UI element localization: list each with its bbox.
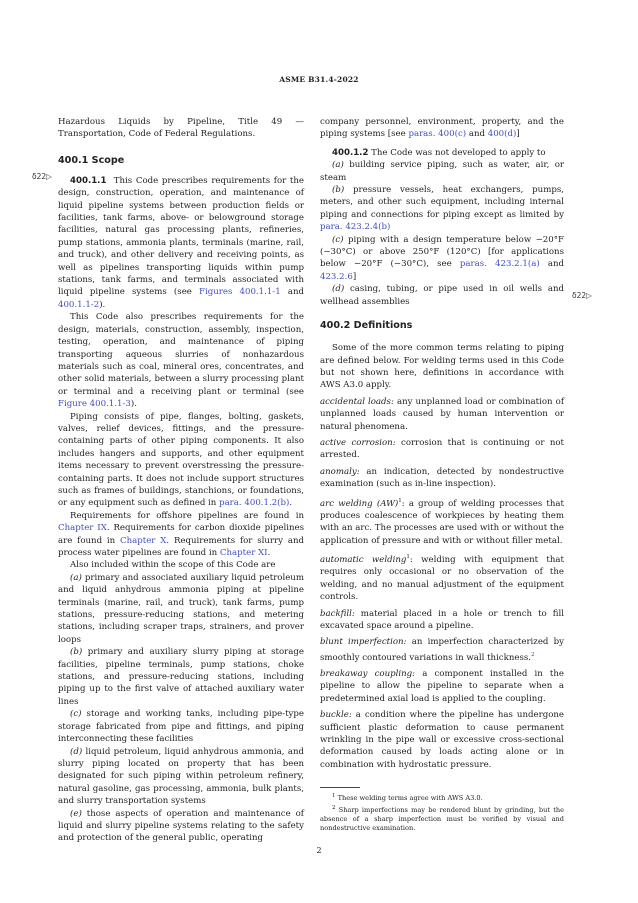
footnote-number: 2	[332, 804, 336, 811]
intro-paragraph: Hazardous Liquids by Pipeline, Title 49 — Transportation, Code of Federal Regulations.	[58, 117, 304, 140]
definition-text: material placed in a hole or trench to fill excavated space around a pipeline.	[320, 608, 564, 631]
exclusion-a: (a) building service piping, such as water, air, or steam	[320, 160, 564, 183]
footnote-item	[320, 804, 564, 834]
definition-text: an imperfection characterized by smoothly contoured variations in wall thickness.	[320, 637, 564, 663]
footnote-divider	[320, 787, 360, 788]
list-item-a: (a) primary and associated auxiliary liquid petroleum and liquid anhydrous ammonia piping at pipeline terminals (marine, rail, and truck), tank farms, pump stations, pressure-reducing stations, and metering stations, including scraper traps, strainers, and prover loops	[58, 572, 304, 645]
definition-item	[320, 709, 564, 771]
para-link-423-2-4b[interactable]: para. 423.2.4(b)	[320, 222, 391, 233]
definition-term: breakaway coupling:	[320, 669, 416, 680]
exclusion-b: (b) pressure vessels, heat exchangers, pumps, meters, and other such equipment, including internal piping and connections for piping except as limited by para. 423.2.4(b)	[320, 185, 564, 233]
definition-text: an indication, detected by nondestructive examination (such as in-line inspection).	[320, 466, 564, 490]
definition-term: active corrosion:	[320, 437, 396, 448]
revision-mark-scope: δ22▷	[32, 172, 52, 181]
piping-paragraph: Piping consists of pipe, flanges, bolting, gaskets, valves, relief devices, fittings, and the pressure-containing parts of other piping components. It also includes hangers and supports, and other equipment items necessary to prevent overstressing the pressure-containing parts. It does not include support structures such as frames of buildings, stanchions, or foundations, or any equipment such as defined in para. 400.1.2(b).	[58, 411, 304, 509]
footnote-ref: 1	[406, 554, 410, 561]
definition-term: anomaly:	[320, 466, 360, 477]
definitions-intro: Some of the more common terms relating to piping are defined below. For welding terms used in this Code but not shown here, definitions in accordance with AWS A3.0 apply.	[320, 343, 564, 391]
definition-text: corrosion that is continuing or not arrested.	[320, 437, 564, 461]
definition-item	[320, 636, 564, 664]
right-column	[320, 116, 564, 833]
chapter-xi-link[interactable]: Chapter XI	[219, 548, 268, 558]
list-item-c: (c) storage and working tanks, including pipe-type storage fabricated from pipe and fittings, and piping interconnecting these facilities	[58, 709, 304, 745]
footnotes	[320, 792, 564, 833]
definitions-list	[320, 396, 564, 772]
definition-item	[320, 608, 564, 633]
definition-item	[320, 668, 564, 705]
footnote-text: Sharp imperfections may be rendered blunt by grinding, but the absence of a sharp imperfection must be verified by visual and nondestructive examination.	[320, 805, 564, 833]
definition-term: buckle:	[320, 710, 352, 721]
definition-term: arc welding (AW)	[320, 498, 399, 509]
chapter-ix-link[interactable]: Chapter IX	[58, 523, 107, 534]
definition-text: : welding with equipment that requires only occasional or no observation of the welding, and no manual adjustment of the equipment controls.	[320, 554, 564, 603]
definition-term: automatic welding	[320, 554, 407, 565]
list-item-e: (e) those aspects of operation and maintenance of liquid and slurry pipeline systems relating to the safety and protection of the general public, operating	[58, 808, 304, 844]
paragraph-400-1-2: 400.1.2 The Code was not developed to apply to	[332, 147, 546, 158]
page-number: 2	[316, 846, 322, 855]
para-link-400d[interactable]: 400(d)	[487, 129, 517, 140]
running-header: ASME B31.4-2022	[279, 75, 359, 84]
scope-intro: Also included within the scope of this Code are	[70, 560, 276, 571]
footnote-item	[320, 792, 564, 803]
para-text: This Code prescribes requirements for the design, construction, operation, and maintenance of liquid pipeline systems between production fields or facilities, tank farms, above- or belowground storage facilities, natural gas processing plants, refineries, pump stations, ammonia plants, terminals (marine, rail, and truck), and other delivery and receiving points, as well as pipelines transporting liquids within pump stations, tank farms, and terminals associated with liquid pipeline systems (see	[58, 175, 304, 298]
figure-link-1[interactable]: Figures 400.1.1-1	[199, 287, 281, 298]
definitions-heading: 400.2 Definitions	[320, 320, 413, 332]
chapters-paragraph: Requirements for offshore pipelines are found in Chapter IX. Requirements for carbon dioxide pipelines are found in Chapter X. Requirements for slurry and process water pipelines are found in Chapter XI.	[58, 510, 304, 558]
definition-term: accidental loads:	[320, 396, 394, 407]
figure-link-3[interactable]: Figure 400.1.1-3	[58, 399, 131, 410]
scope-heading: 400.1 Scope	[58, 154, 125, 166]
chapter-x-link[interactable]: Chapter X	[120, 535, 167, 546]
para-link-423-2-6[interactable]: 423.2.6	[320, 271, 353, 282]
definition-term: blunt imperfection:	[320, 637, 407, 648]
footnote-text: These welding terms agree with AWS A3.0.	[335, 794, 483, 803]
list-item-d: (d) liquid petroleum, liquid anhydrous ammonia, and slurry piping located on property that has been designated for such piping within petroleum refinery, natural gasoline, gas processing, ammonia, bulk plants, and slurry transportation systems	[58, 746, 304, 807]
definition-item	[320, 551, 564, 603]
definition-item	[320, 396, 564, 433]
continuation-paragraph: company personnel, environment, property, and the piping systems [see paras. 400(c) and 400(d)]	[320, 117, 564, 140]
left-column	[58, 116, 304, 845]
definition-item	[320, 466, 564, 491]
definition-text: any unplanned load or combination of unplanned loads caused by human intervention or natural phenomena.	[320, 396, 565, 432]
definition-text: a condition where the pipeline has undergone sufficient plastic deformation to cause permanent wrinkling in the pipe wall or excessive cross-sectional deformation caused by loads acting alone or in combination with hydrostatic pressure.	[320, 710, 564, 770]
list-item-b: (b) primary and auxiliary slurry piping at storage facilities, pipeline terminals, pump stations, choke stations, and pressure-reducing stations, including piping up to the first valve of attached auxiliary water lines	[58, 647, 304, 707]
footnote-ref: 2	[531, 651, 535, 658]
figure-link-2[interactable]: 400.1.1-2	[58, 299, 100, 310]
footnote-number: 1	[332, 793, 336, 800]
para-number: 400.1.2	[332, 147, 369, 158]
para-link-400-1-2b[interactable]: para. 400.1.2(b)	[219, 498, 290, 509]
definition-text: : a group of welding processes that produces coalescence of workpieces by heating them with an arc. The processes are used with or without the application of pressure and with or without filler metal.	[320, 498, 565, 546]
slurry-paragraph: This Code also prescribes requirements for the design, materials, construction, assembly, inspection, testing, operation, and maintenance of piping transporting aqueous slurries of nonhazardous materials such as coal, mineral ores, concentrates, and other solid materials, between a slurry processing plant or terminal and a receiving plant or terminal (see Figure 400.1.1-3).	[58, 312, 304, 410]
exclusion-d: (d) casing, tubing, or pipe used in oil wells and wellhead assemblies	[320, 284, 564, 307]
definition-term: backfill:	[320, 608, 355, 619]
para-link-400c[interactable]: paras. 400(c)	[408, 129, 467, 140]
para-link-423-2-1a[interactable]: paras. 423.2.1(a)	[459, 259, 540, 270]
exclusion-c: (c) piping with a design temperature below −20°F (−30°C) or above 250°F (120°C) [for applications below −20°F (−30°C), see paras. 423.2.1(a) and 423.2.6]	[320, 234, 564, 282]
definition-item	[320, 495, 564, 547]
para-number: 400.1.1	[70, 175, 107, 186]
footnote-ref: 1	[398, 497, 402, 504]
paragraph-400-1-1: 400.1.1 This Code prescribes requirements for the design, construction, operation, and maintenance of liquid pipeline systems between production fields or facilities, tank farms, above- or belowground storage facilities, natural gas processing plants, refineries, pump stations, ammonia plants, terminals (marine, rail, and truck), and other delivery and receiving points, as well as pipelines transporting liquids within pump stations, tank farms, and terminals associated with liquid pipeline systems (see Figures 400.1.1-1 and 400.1.1-2).	[58, 175, 304, 310]
definition-item	[320, 437, 564, 462]
revision-mark-definitions: δ22▷	[572, 291, 592, 300]
definition-text: a component installed in the pipeline to allow the pipeline to separate when a predetermined axial load is applied to the coupling.	[320, 669, 564, 704]
